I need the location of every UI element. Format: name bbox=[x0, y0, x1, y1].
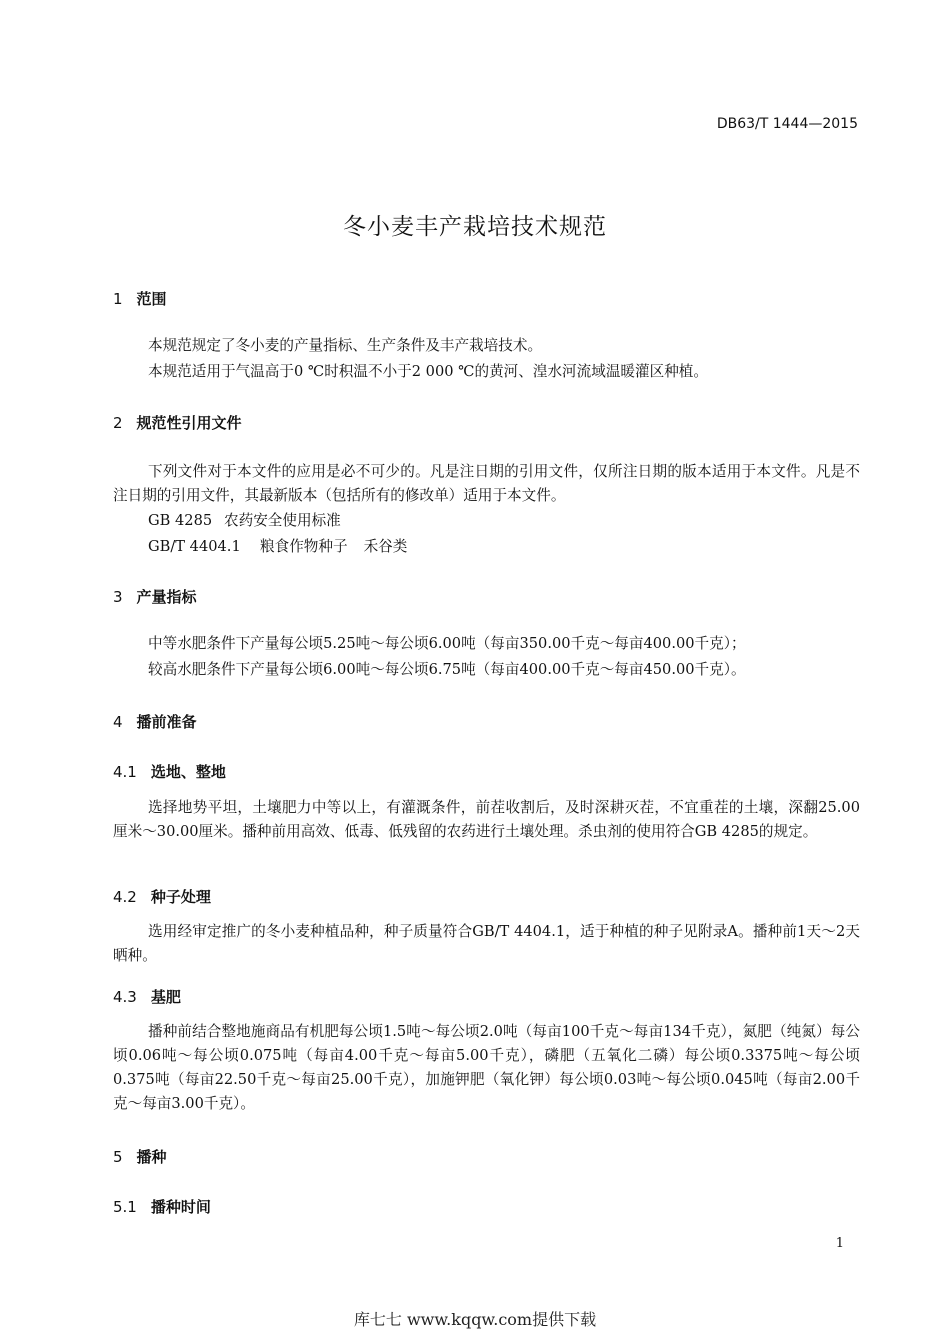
reference-subname: 禾谷类 bbox=[363, 538, 408, 555]
section-3-heading bbox=[113, 586, 197, 607]
seed-treatment-paragraph: 选用经审定推广的冬小麦种植品种，种子质量符合GB/T 4404.1，适于种植的种子见附录A。播种前1天～2天晒种。 bbox=[113, 923, 860, 964]
section-title: 种子处理 bbox=[150, 888, 211, 906]
section-title: 范围 bbox=[136, 290, 167, 308]
reference-item bbox=[148, 509, 341, 533]
reference-name: 农药安全使用标准 bbox=[224, 512, 341, 529]
section-title: 基肥 bbox=[150, 988, 181, 1006]
section-number: 3 bbox=[113, 588, 123, 606]
reference-code: GB 4285 bbox=[148, 512, 213, 529]
section-4-3-heading bbox=[113, 986, 181, 1007]
document-title: 冬小麦丰产栽培技术规范 bbox=[343, 214, 607, 240]
section-title: 规范性引用文件 bbox=[136, 414, 242, 432]
yield-line-2: 较高水肥条件下产量每公顷6.00吨～每公顷6.75吨（每亩400.00千克～每亩450.00千克）。 bbox=[148, 661, 746, 678]
section-1-heading bbox=[113, 288, 167, 309]
section-2-heading bbox=[113, 412, 242, 433]
section-title: 播前准备 bbox=[136, 713, 197, 731]
section-number: 5 bbox=[113, 1148, 123, 1166]
normative-references-paragraph: 下列文件对于本文件的应用是必不可少的。凡是注日期的引用文件，仅所注日期的版本适用于本文件。凡是不注日期的引用文件，其最新版本（包括所有的修改单）适用于本文件。 bbox=[113, 463, 860, 504]
section-number: 4.3 bbox=[113, 988, 137, 1006]
page-number: 1 bbox=[835, 1236, 844, 1251]
section-title: 播种 bbox=[136, 1148, 167, 1166]
section-4-2-heading bbox=[113, 886, 211, 907]
section-number: 5.1 bbox=[113, 1198, 137, 1216]
reference-code: GB/T 4404.1 bbox=[148, 538, 241, 555]
section-4-heading bbox=[113, 711, 197, 732]
yield-line-1: 中等水肥条件下产量每公顷5.25吨～每公顷6.00吨（每亩350.00千克～每亩400.00千克）； bbox=[148, 635, 746, 652]
section-number: 4.1 bbox=[113, 763, 137, 781]
standard-code: DB63/T 1444—2015 bbox=[716, 116, 858, 132]
section-title: 选地、整地 bbox=[150, 763, 226, 781]
reference-item bbox=[148, 535, 407, 559]
section-5-heading bbox=[113, 1146, 167, 1167]
section-title: 产量指标 bbox=[136, 588, 197, 606]
download-footer: 库七七 www.kqqw.com提供下载 bbox=[353, 1310, 597, 1329]
reference-name: 粮食作物种子 bbox=[260, 538, 348, 555]
section-title: 播种时间 bbox=[150, 1198, 211, 1216]
scope-line-1: 本规范规定了冬小麦的产量指标、生产条件及丰产栽培技术。 bbox=[148, 337, 543, 354]
section-number: 4.2 bbox=[113, 888, 137, 906]
section-5-1-heading bbox=[113, 1196, 211, 1217]
scope-line-2: 本规范适用于气温高于0 ℃时积温不小于2 000 ℃的黄河、湟水河流域温暖灌区种植。 bbox=[148, 363, 708, 380]
section-4-1-heading bbox=[113, 761, 226, 782]
section-number: 2 bbox=[113, 414, 123, 432]
site-selection-paragraph: 选择地势平坦，土壤肥力中等以上，有灌溉条件，前茬收割后，及时深耕灭茬，不宜重茬的土壤，深翻25.00厘米～30.00厘米。播种前用高效、低毒、低残留的农药进行土壤处理。杀虫剂的使用符合GB 4285的规定。 bbox=[113, 799, 860, 840]
base-fertilizer-paragraph: 播种前结合整地施商品有机肥每公顷1.5吨～每公顷2.0吨（每亩100千克～每亩134千克），氮肥（纯氮）每公顷0.06吨～每公顷0.075吨（每亩4.00千克～每亩5.00千克），磷肥（五氧化二磷）每公顷0.3375吨～每公顷0.375吨（每亩22.50千克～每亩25.00千克），加施钾肥（氧化钾）每公顷0.03吨～每公顷0.045吨（每亩2.00千克～每亩3.00千克）。 bbox=[113, 1023, 860, 1112]
section-number: 1 bbox=[113, 290, 123, 308]
section-number: 4 bbox=[113, 713, 123, 731]
